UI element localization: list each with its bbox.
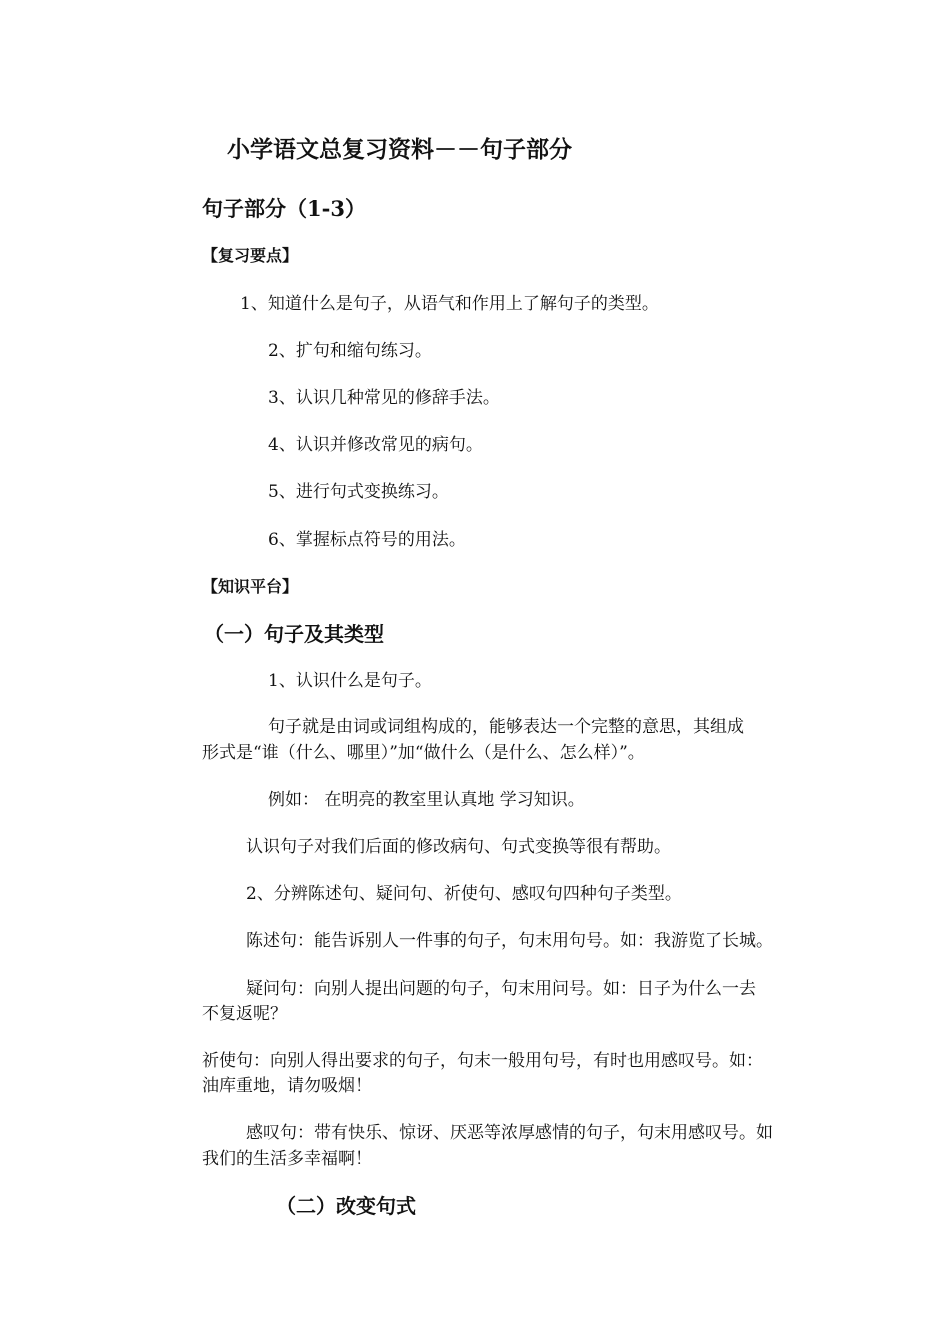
section-heading: 句子部分（1-3） [202, 196, 366, 221]
interrogative-line: 疑问句：向别人提出问题的句子，句末用问号。如：日子为什么一去 [246, 979, 756, 999]
imperative-line: 祈使句：向别人得出要求的句子，句末一般用句号，有时也用感叹号。如： [202, 1051, 763, 1071]
exclamatory-line: 感叹句：带有快乐、惊讶、厌恶等浓厚感情的句子，句末用感叹号。如 [246, 1123, 773, 1143]
paragraph-item: 2、分辨陈述句、疑问句、祈使句、感叹句四种句子类型。 [246, 884, 682, 904]
review-points-heading: 【复习要点】 [202, 246, 299, 265]
imperative-line: 油库重地，请勿吸烟！ [202, 1076, 372, 1096]
definition-line: 句子就是由词或词组构成的，能够表达一个完整的意思，其组成 [268, 717, 744, 737]
example-line: 例如： 在明亮的教室里认真地 学习知识。 [268, 790, 585, 810]
review-point-item: 5、进行句式变换练习。 [268, 482, 449, 502]
exclamatory-line: 我们的生活多幸福啊！ [202, 1149, 372, 1169]
review-point-item: 3、认识几种常见的修辞手法。 [268, 388, 500, 408]
definition-line: 形式是“谁（什么、哪里）”加“做什么（是什么、怎么样）”。 [202, 743, 645, 763]
paragraph-item: 1、认识什么是句子。 [268, 671, 432, 691]
part-one-heading: （一）句子及其类型 [204, 622, 384, 646]
part-two-heading: （二）改变句式 [276, 1194, 416, 1218]
review-point-item: 4、认识并修改常见的病句。 [268, 435, 483, 455]
declarative-line: 陈述句：能告诉别人一件事的句子，句末用句号。如：我游览了长城。 [246, 931, 773, 951]
document-title: 小学语文总复习资料－－句子部分 [227, 136, 572, 163]
interrogative-line: 不复返呢？ [202, 1004, 287, 1024]
review-point-item: 2、扩句和缩句练习。 [268, 341, 432, 361]
knowledge-platform-heading: 【知识平台】 [202, 577, 299, 596]
review-point-item: 6、掌握标点符号的用法。 [268, 530, 466, 550]
note-line: 认识句子对我们后面的修改病句、句式变换等很有帮助。 [246, 837, 671, 857]
review-point-item: 1、知道什么是句子，从语气和作用上了解句子的类型。 [240, 294, 659, 314]
